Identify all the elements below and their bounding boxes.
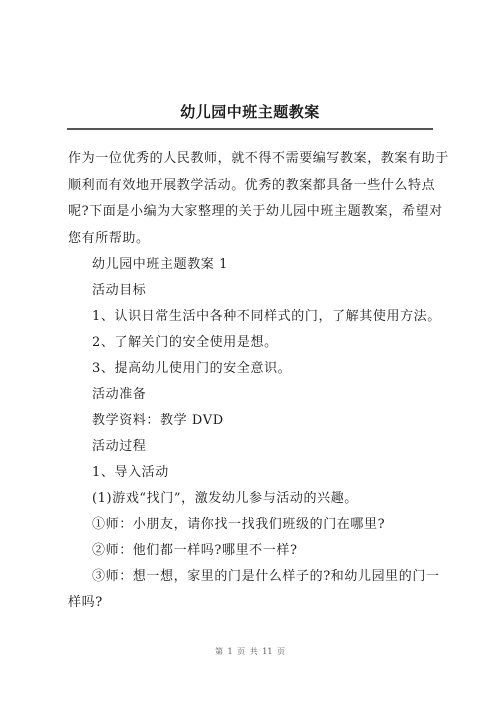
- objective-item: 2、了解关门的安全使用是想。: [92, 335, 278, 350]
- preparation-item: 教学资料：教学 DVD: [92, 413, 224, 428]
- process-step: ②师：他们都一样吗?哪里不一样?: [92, 543, 298, 558]
- document-title: 幼儿园中班主题教案: [180, 103, 320, 121]
- process-step: (1)游戏“找门”，激发幼儿参与活动的兴趣。: [92, 491, 358, 506]
- section-heading-process: 活动过程: [92, 439, 147, 454]
- intro-line: 您有所帮助。: [68, 231, 150, 246]
- process-step-continuation: 样吗?: [68, 595, 103, 610]
- objective-item: 3、提高幼儿使用门的安全意识。: [92, 361, 292, 376]
- objective-item: 1、认识日常生活中各种不同样式的门，了解其使用方法。: [92, 309, 441, 324]
- lesson-heading: 幼儿园中班主题教案 1: [92, 257, 229, 272]
- page-footer: 第 1 页 共 11 页: [215, 647, 285, 656]
- intro-line: 呢?下面是小编为大家整理的关于幼儿园中班主题教案，希望对: [68, 204, 443, 219]
- process-step: 1、导入活动: [92, 465, 169, 480]
- intro-line: 顺利而有效地开展教学活动。优秀的教案都具备一些什么特点: [68, 178, 436, 193]
- process-step: ①师：小朋友，请你找一找我们班级的门在哪里?: [92, 517, 386, 532]
- title-divider: [67, 128, 433, 130]
- section-heading-preparation: 活动准备: [92, 387, 147, 402]
- intro-line: 作为一位优秀的人民教师，就不得不需要编写教案，教案有助于: [68, 151, 449, 166]
- process-step: ③师：想一想，家里的门是什么样子的?和幼儿园里的门一: [92, 569, 440, 584]
- section-heading-objectives: 活动目标: [92, 283, 147, 298]
